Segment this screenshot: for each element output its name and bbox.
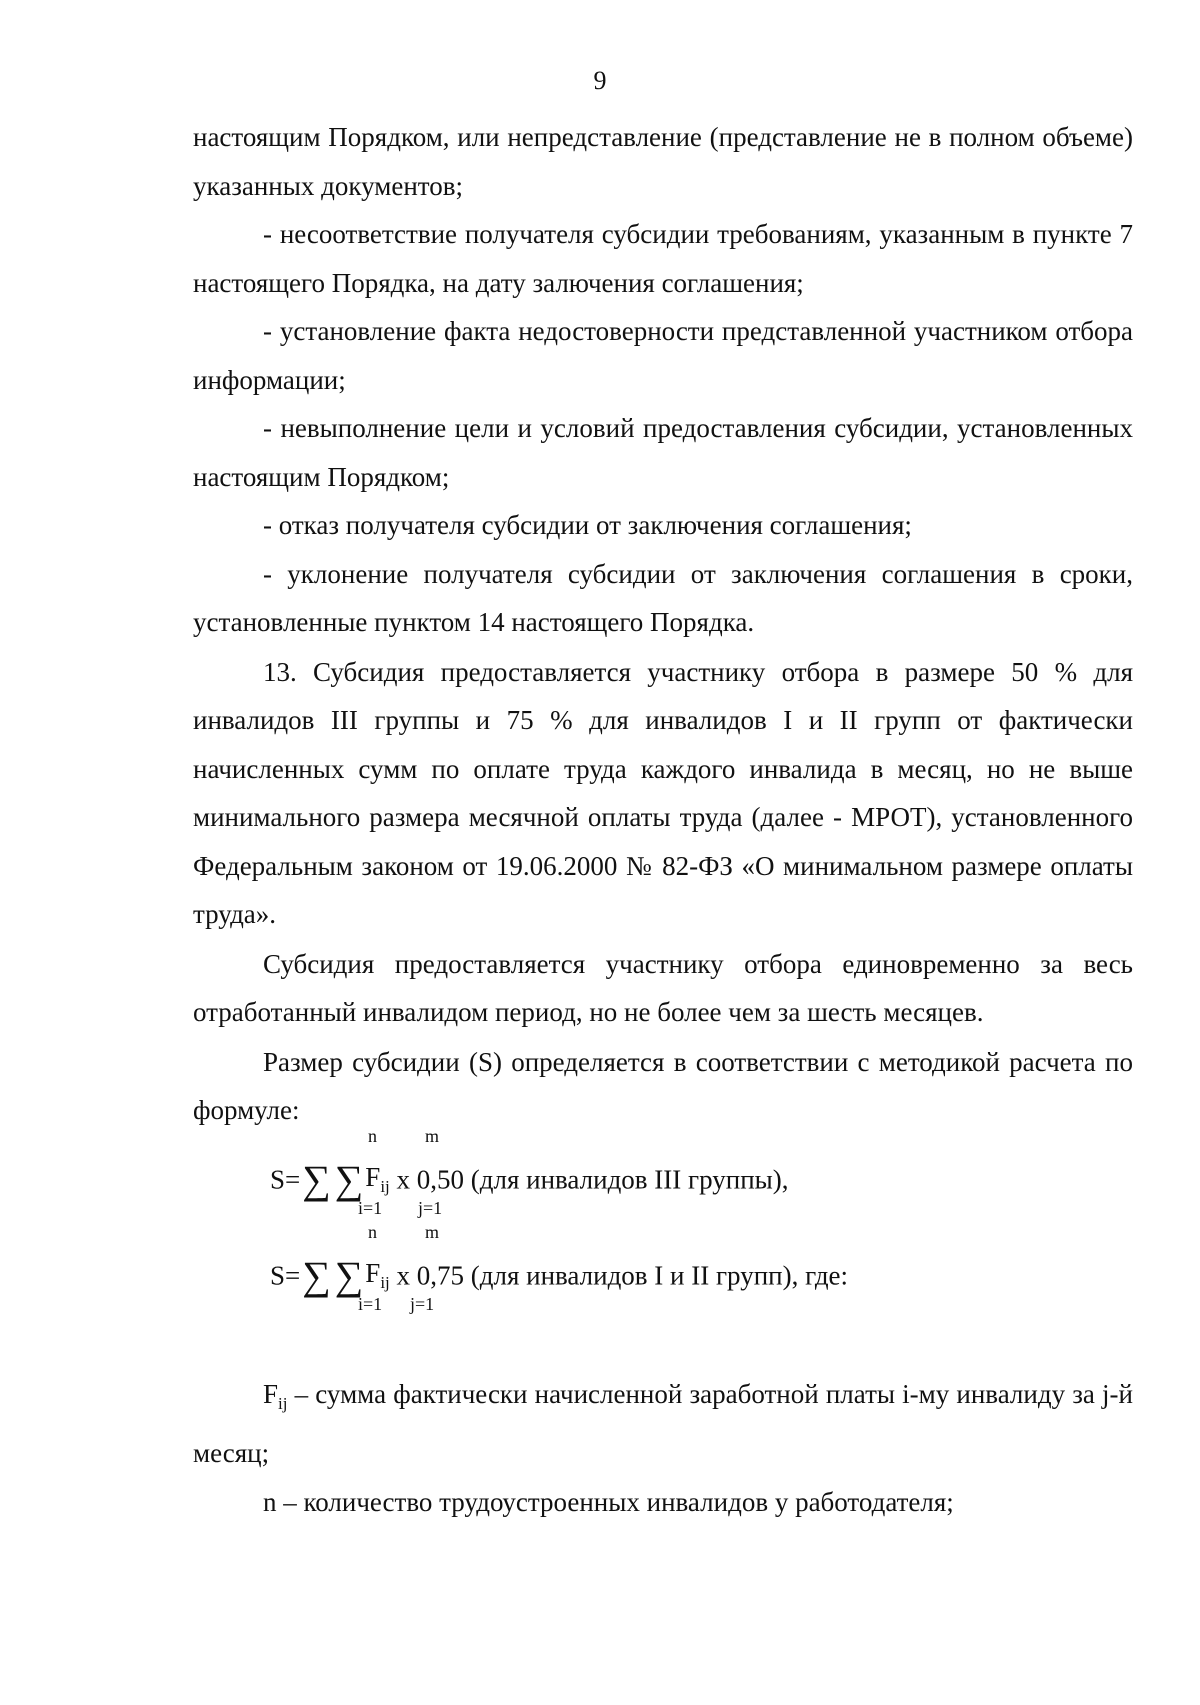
formula-subscript: ij bbox=[380, 1273, 390, 1293]
formula-term: F bbox=[365, 1162, 381, 1193]
list-item: - уклонение получателя субсидии от заключения соглашения в сроки, установленные пунктом 14 настоящего Порядка. bbox=[193, 558, 1133, 637]
sigma-symbol: ∑ bbox=[334, 1157, 364, 1202]
sigma-symbol: ∑ bbox=[334, 1253, 364, 1298]
formula-term: F bbox=[365, 1258, 381, 1289]
sigma-symbol: ∑ bbox=[302, 1253, 331, 1298]
sum-upper-limit: m bbox=[425, 1126, 440, 1146]
formula-2 bbox=[270, 1222, 849, 1314]
fij-text: – сумма фактически начисленной заработной платы i-му инвалиду за j-й месяц; bbox=[193, 1379, 1133, 1468]
formula-rest: x 0,75 (для инвалидов I и II групп), где: bbox=[389, 1260, 849, 1291]
sum-upper-limit: n bbox=[368, 1126, 377, 1146]
formula-subscript: ij bbox=[380, 1177, 390, 1197]
definition-n: n – количество трудоустроенных инвалидов у работодателя; bbox=[263, 1487, 954, 1517]
formula-rest: x 0,50 (для инвалидов III группы), bbox=[389, 1164, 789, 1195]
paragraph: Размер субсидии (S) определяется в соответствии с методикой расчета по формуле: bbox=[193, 1046, 1133, 1125]
paragraph-13: 13. Субсидия предоставляется участнику отбора в размере 50 % для инвалидов III группы и 75 % для инвалидов I и II групп от фактически начисленных сумм по оплате труда каждого инвалида в месяц, но не выше минимального размера месячной оплаты труда (далее - МРОТ), установленного Федеральным законом от 19.06.2000 № 82-ФЗ «О минимальном размере оплаты труда». bbox=[193, 656, 1133, 929]
sum-upper-limit: m bbox=[425, 1222, 440, 1242]
list-item: - установление факта недостоверности представленной участником отбора информации; bbox=[193, 316, 1133, 395]
fij-subscript: ij bbox=[278, 1394, 288, 1413]
paragraph: настоящим Порядком, или непредставление (представление не в полном объеме) указанных документов; bbox=[193, 122, 1133, 201]
formula-lhs: S= bbox=[270, 1164, 301, 1195]
definition-fij bbox=[193, 1370, 1133, 1477]
sum-lower-limit: i=1 bbox=[358, 1294, 383, 1314]
document-body bbox=[193, 113, 1133, 1135]
list-item: - отказ получателя субсидии от заключения соглашения; bbox=[263, 510, 912, 540]
fij-symbol: F bbox=[263, 1379, 279, 1409]
sum-lower-limit: j=1 bbox=[418, 1198, 443, 1218]
sum-lower-limit: j=1 bbox=[410, 1294, 435, 1314]
formula-lhs: S= bbox=[270, 1260, 301, 1291]
page-number: 9 bbox=[593, 66, 607, 95]
sum-lower-limit: i=1 bbox=[358, 1198, 383, 1218]
paragraph: Субсидия предоставляется участнику отбора единовременно за весь отработанный инвалидом период, но не более чем за шесть месяцев. bbox=[193, 948, 1133, 1027]
sum-upper-limit: n bbox=[368, 1222, 377, 1242]
list-item: - невыполнение цели и условий предоставления субсидии, установленных настоящим Порядком; bbox=[193, 413, 1133, 492]
sigma-symbol: ∑ bbox=[302, 1157, 331, 1202]
list-item: - несоответствие получателя субсидии требованиям, указанным в пункте 7 настоящего Порядка, на дату залючения соглашения; bbox=[193, 219, 1133, 298]
definitions bbox=[193, 1370, 1133, 1527]
formula-1 bbox=[270, 1126, 789, 1218]
